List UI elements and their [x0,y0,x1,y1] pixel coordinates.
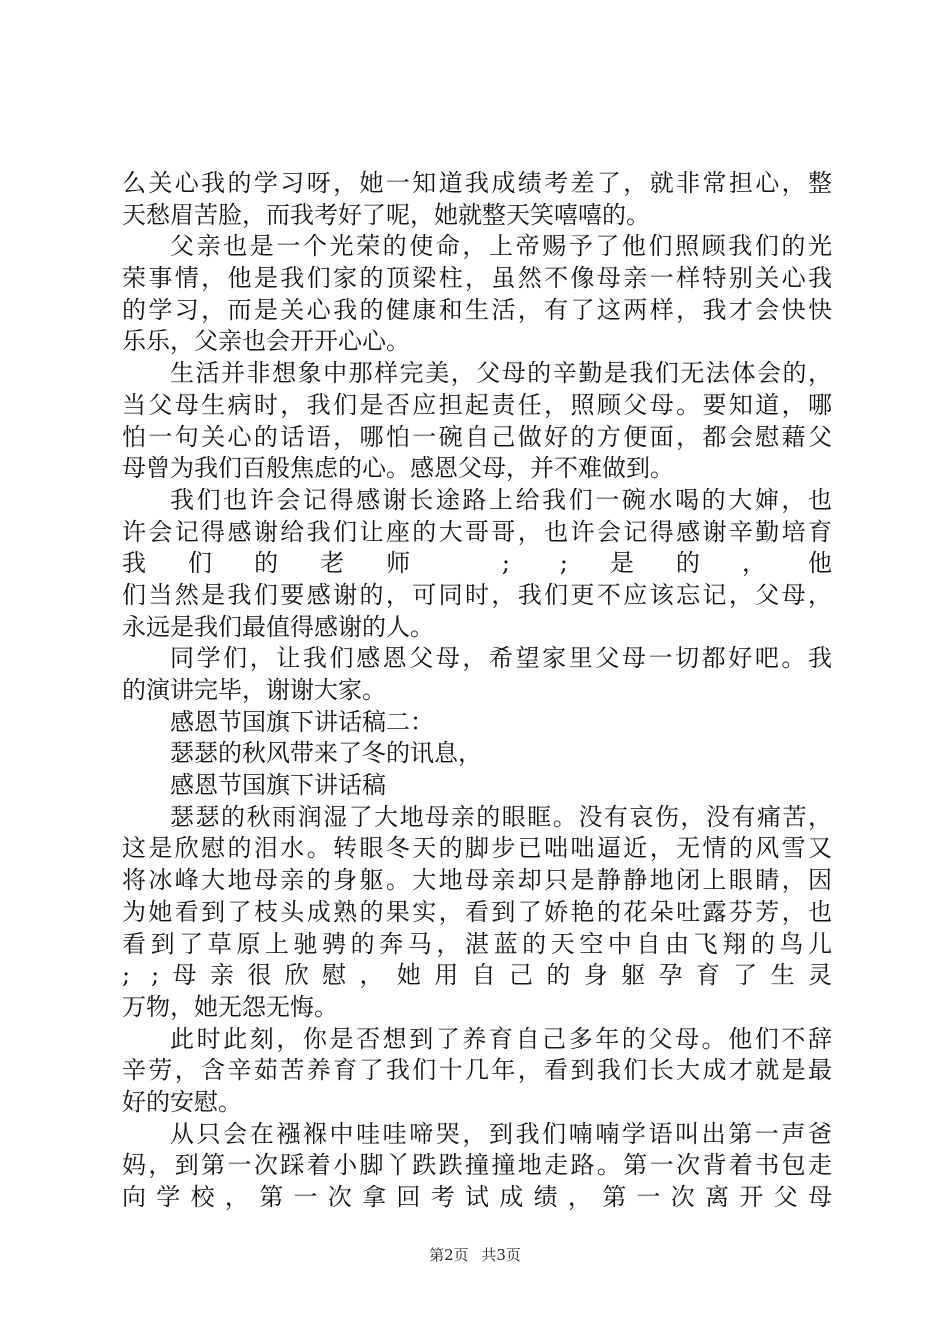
text-line: 母曾为我们百般焦虑的心。感恩父母，并不难做到。 [122,454,674,483]
text-line: 从只会在襁褓中哇哇啼哭，到我们喃喃学语叫出第一声爸 [170,1119,832,1148]
text-line: 生活并非想象中那样完美，父母的辛勤是我们无法体会的， [170,359,832,388]
text-line: ; ;母亲很欣慰，她用自己的身躯孕育了生灵 [122,961,832,990]
text-line: 好的安慰。 [122,1087,242,1116]
text-line: 为她看到了枝头成熟的果实，看到了娇艳的花朵吐露芬芳，也 [122,897,832,926]
text-line: 当父母生病时，我们是否应担起责任，照顾父母。要知道，哪 [122,390,832,419]
text-line: 怕一句关心的话语，哪怕一碗自己做好的方便面，都会慰藉父 [122,422,832,451]
text-line: 将冰峰大地母亲的身躯。大地母亲却只是静静地闭上眼睛，因 [122,866,832,895]
text-line: 父亲也是一个光荣的使命，上帝赐予了他们照顾我们的光 [170,232,832,261]
text-line: 瑟瑟的秋雨润湿了大地母亲的眼眶。没有哀伤，没有痛苦， [170,802,832,831]
text-line: 天愁眉苦脸，而我考好了呢，她就整天笑嘻嘻的。 [122,200,650,229]
text-line: 看到了草原上驰骋的奔马，湛蓝的天空中自由飞翔的鸟儿 [122,929,832,958]
text-line: 我们也许会记得感谢长途路上给我们一碗水喝的大婶，也 [170,485,832,514]
text-line: 我们的老师 ; ;是的，他 [122,549,832,578]
text-line: 瑟瑟的秋风带来了冬的讯息， [170,739,482,768]
text-line: 永远是我们最值得感谢的人。 [122,612,434,641]
text-line: 这是欣慰的泪水。转眼冬天的脚步已咄咄逼近，无情的风雪又 [122,834,832,863]
text-line: 乐乐，父亲也会开开心心。 [122,327,410,356]
text-line: 向 学 校 ， 第 一 次 拿 回 考 试 成 绩 ， 第 一 次 离 开 父 母 [122,1183,832,1211]
page-number: 第2页 [429,1246,469,1264]
text-line: 么关心我的学习呀，她一知道我成绩考差了，就非常担心，整 [122,169,832,197]
text-line: 此时此刻，你是否想到了养育自己多年的父母。他们不辞 [170,1024,832,1053]
page-footer [0,1244,950,1265]
text-line: 万物，她无怨无悔。 [122,992,338,1021]
text-line: 荣事情，他是我们家的顶梁柱，虽然不像母亲一样特别关心我 [122,264,832,293]
text-line: 辛劳，含辛茹苦养育了我们十几年，看到我们长大成才就是最 [122,1056,832,1085]
text-line: 许会记得感谢给我们让座的大哥哥，也许会记得感谢辛勤培育 [122,517,832,546]
text-line: 们当然是我们要感谢的，可同时，我们更不应该忘记，父母， [122,580,832,609]
text-line: 感恩节国旗下讲话稿二： [170,707,434,736]
text-line: 同学们，让我们感恩父母，希望家里父母一切都好吧。我 [170,644,832,673]
page-total: 共3页 [481,1246,521,1264]
text-line: 的演讲完毕，谢谢大家。 [122,676,386,704]
document-body [122,168,832,1214]
text-line: 妈，到第一次踩着小脚丫跌跌撞撞地走路。第一次背着书包走 [122,1151,832,1180]
text-line: 感恩节国旗下讲话稿 [170,771,386,800]
text-line: 的学习，而是关心我的健康和生活，有了这两样，我才会快快 [122,295,832,324]
